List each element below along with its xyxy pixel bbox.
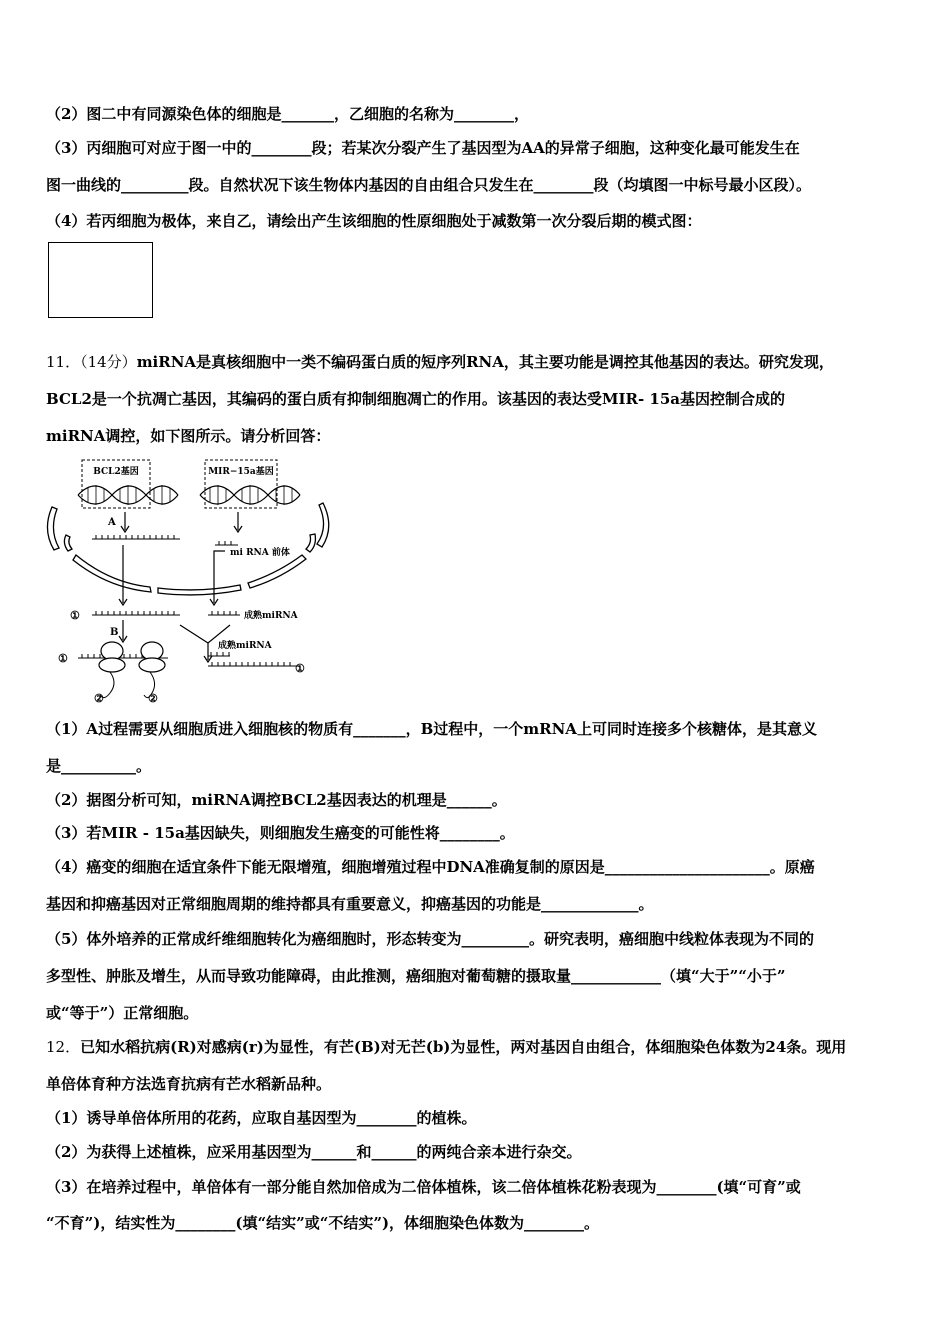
ribosomes xyxy=(99,642,165,672)
q11-part-1b: 是__________。 xyxy=(46,757,152,775)
q11-intro-line-1 xyxy=(46,352,910,372)
marker-1-a: ① xyxy=(70,609,80,622)
mir15a-dna-helix xyxy=(200,485,300,505)
q11-intro-text: miRNA是真核细胞中一类不编码蛋白质的短序列RNA，其主要功能是调控其他基因的表达。研究发现， xyxy=(136,353,834,371)
q10-line-2: （2）图二中有同源染色体的细胞是_______，乙细胞的名称为________， xyxy=(46,105,529,123)
bcl2-gene-label: BCL2基因 xyxy=(93,467,139,477)
marker-2-b: ② xyxy=(148,692,158,705)
marker-2-a: ② xyxy=(94,692,104,705)
q12-part-3a: （3）在培养过程中，单倍体有一部分能自然加倍成为二倍体植株，该二倍体植株花粉表现为________(填“可育”或 xyxy=(46,1178,801,1196)
mature-mirna-label-1: 成熟miRNA xyxy=(244,611,298,621)
q11-part-5a: （5）体外培养的正常成纤维细胞转化为癌细胞时，形态转变为_________。研究表明，癌细胞中线粒体表现为不同的 xyxy=(46,930,814,948)
marker-1-c: ① xyxy=(295,662,305,675)
q11-part-4b: 基因和抑癌基因对正常细胞周期的维持都具有重要意义，抑癌基因的功能是_____________。 xyxy=(46,895,654,913)
q12-intro-line-2: 单倍体育种方法选育抗病有芒水稻新品种。 xyxy=(46,1075,332,1093)
q11-part-4a: （4）癌变的细胞在适宜条件下能无限增殖，细胞增殖过程中DNA准确复制的原因是______________________。原癌 xyxy=(46,858,815,876)
q12-intro-line-1 xyxy=(46,1037,910,1057)
q10-line-4: （4）若丙细胞为极体，来自乙，请绘出产生该细胞的性原细胞处于减数第一次分裂后期的模式图： xyxy=(46,212,702,230)
mir15a-gene-label: MIR−15a基因 xyxy=(208,467,274,477)
q12-intro-text: 已知水稻抗病(R)对感病(r)为显性，有芒(B)对无芒(b)为显性，两对基因自由组合，体细胞染色体数为24条。现用 xyxy=(80,1038,847,1056)
q12-part-3b: “不育”)，结实性为________(填“结实”或“不结实”)，体细胞染色体数为________。 xyxy=(46,1214,600,1232)
q11-part-5c: 或“等于”）正常细胞。 xyxy=(46,1004,199,1022)
q10-line-3b: 图一曲线的_________段。自然状况下该生物体内基因的自由组合只发生在________段（均填图一中标号最小区段）。 xyxy=(46,176,812,194)
q11-part-5b: 多型性、肿胀及增生，从而导致功能障碍，由此推测，癌细胞对葡萄糖的摄取量____________（填“大于”“小于” xyxy=(46,967,786,985)
mature-mirna-label-2: 成熟miRNA xyxy=(218,641,272,651)
q12-number: 12． xyxy=(46,1038,81,1056)
q11-part-1a: （1）A过程需要从细胞质进入细胞核的物质有_______，B过程中，一个mRNA上可同时连接多个核糖体，是其意义 xyxy=(46,720,817,738)
polypeptide-chains xyxy=(100,672,155,698)
process-b-label: B xyxy=(110,627,119,638)
marker-1-b: ① xyxy=(58,652,68,665)
q12-part-2: （2）为获得上述植株，应采用基因型为______和______的两纯合亲本进行杂交。 xyxy=(46,1143,582,1161)
process-a-label: A xyxy=(108,517,116,528)
q11-intro-line-2: BCL2是一个抗凋亡基因，其编码的蛋白质有抑制细胞凋亡的作用。该基因的表达受MIR- 15a基因控制合成的 xyxy=(46,390,786,408)
bcl2-dna-helix xyxy=(78,485,178,505)
drawing-answer-box[interactable] xyxy=(48,242,153,318)
q10-line-3a: （3）丙细胞可对应于图一中的________段；若某次分裂产生了基因型为AA的异常子细胞，这种变化最可能发生在 xyxy=(46,139,800,157)
q11-part-2: （2）据图分析可知，miRNA调控BCL2基因表达的机理是______。 xyxy=(46,791,507,809)
q11-intro-line-3: miRNA调控，如下图所示。请分析回答： xyxy=(46,427,331,445)
q12-part-1: （1）诱导单倍体所用的花药，应取自基因型为________的植株。 xyxy=(46,1109,477,1127)
mirna-regulation-figure xyxy=(40,455,340,705)
mirna-precursor-label: mi RNA 前体 xyxy=(230,548,290,558)
q11-score: （14分） xyxy=(80,353,137,371)
q11-part-3: （3）若MIR - 15a基因缺失，则细胞发生癌变的可能性将________。 xyxy=(46,824,515,842)
q11-number: 11． xyxy=(46,353,81,371)
